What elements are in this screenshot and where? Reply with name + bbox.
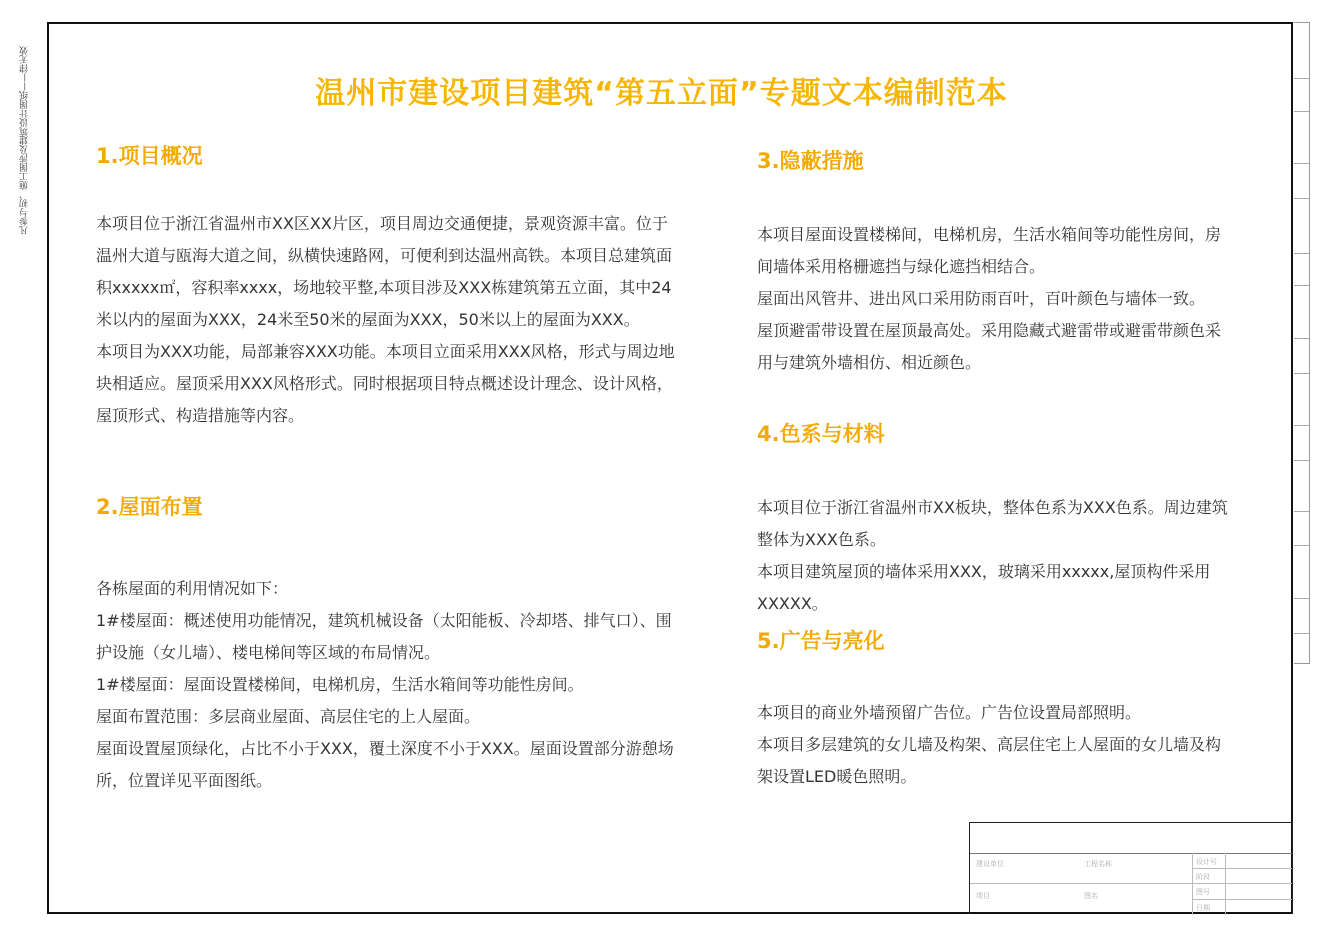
section-heading: 1.项目概况: [96, 144, 203, 168]
title-block-label: 设计号: [1196, 858, 1217, 866]
paragraph: 1#楼屋面：屋面设置楼梯间，电梯机房，生活水箱间等功能性房间。: [96, 675, 584, 694]
paragraph: 本项目多层建筑的女儿墙及构架、高层住宅上人屋面的女儿墙及构架设置LED暖色照明。: [757, 735, 1222, 786]
paragraph: 本项目位于浙江省温州市XX区XX片区，项目周边交通便捷，景观资源丰富。位于温州大道与瓯海大道之间，纵横快速路网，可便利到达温州高铁。本项目总建筑面积xxxxx㎡，容积率xxxx，场地较平整,本项目涉及XXX栋建筑第五立面，其中24米以内的屋面为XXX，24米至50米的屋面为XXX，50米以上的屋面为XXX。: [96, 214, 673, 329]
document-title: 温州市建设项目建筑“第五立面”专题文本编制范本: [315, 76, 1008, 111]
paragraph: 屋面布置范围：多层商业屋面、高层住宅的上人屋面。: [96, 707, 481, 726]
paragraph: 屋面出风管井、进出风口采用防雨百叶，百叶颜色与墙体一致。: [757, 289, 1206, 308]
paragraph: 本项目屋面设置楼梯间，电梯机房，生活水箱间等功能性房间，房间墙体采用格栅遮挡与绿化遮挡相结合。: [757, 225, 1222, 276]
title-block-label: 图名: [1084, 892, 1098, 900]
section-heading: 2.屋面布置: [96, 495, 203, 519]
right-strip: [1294, 22, 1310, 664]
section-project-overview: [96, 140, 681, 432]
title-block-label: 建设单位: [976, 860, 1004, 868]
title-block: [969, 822, 1293, 914]
paragraph: 本项目的商业外墙预留广告位。广告位设置局部照明。: [757, 703, 1142, 722]
section-colors-materials: [757, 418, 1232, 620]
paragraph: 屋面设置屋顶绿化，占比不小于XXX，覆土深度不小于XXX。屋面设置部分游憩场所，位置详见平面图纸。: [96, 739, 674, 790]
paragraph: 本项目建筑屋顶的墙体采用XXX，玻璃采用xxxxx,屋顶构件采用XXXXX。: [757, 562, 1211, 613]
title-block-label: 工程名称: [1084, 860, 1112, 868]
side-note: 凡参与初、施工图涉及建筑设计图纸——律无效: [20, 46, 30, 235]
paragraph: 本项目位于浙江省温州市XX板块，整体色系为XXX色系。周边建筑整体为XXX色系。: [757, 498, 1228, 549]
paragraph: 本项目为XXX功能，局部兼容XXX功能。本项目立面采用XXX风格，形式与周边地块相适应。屋顶采用XXX风格形式。同时根据项目特点概述设计理念、设计风格，屋顶形式、构造措施等内容。: [96, 342, 675, 425]
title-block-label: 阶段: [1196, 873, 1210, 881]
title-block-label: 项目: [976, 892, 990, 900]
paragraph: 各栋屋面的利用情况如下：: [96, 579, 289, 598]
section-heading: 4.色系与材料: [757, 422, 885, 446]
section-heading: 5.广告与亮化: [757, 629, 885, 653]
paragraph: 屋顶避雷带设置在屋顶最高处。采用隐藏式避雷带或避雷带颜色采用与建筑外墙相仿、相近颜色。: [757, 321, 1222, 372]
paragraph: 1#楼屋面：概述使用功能情况，建筑机械设备（太阳能板、冷却塔、排气口）、围护设施（女儿墙）、楼电梯间等区域的布局情况。: [96, 611, 672, 662]
section-ads-lighting: [757, 625, 1232, 793]
title-block-label: 图号: [1196, 888, 1210, 896]
section-heading: 3.隐蔽措施: [757, 149, 864, 173]
section-roof-layout: [96, 491, 681, 797]
title-block-label: 日期: [1196, 904, 1210, 912]
section-concealment: [757, 145, 1232, 379]
